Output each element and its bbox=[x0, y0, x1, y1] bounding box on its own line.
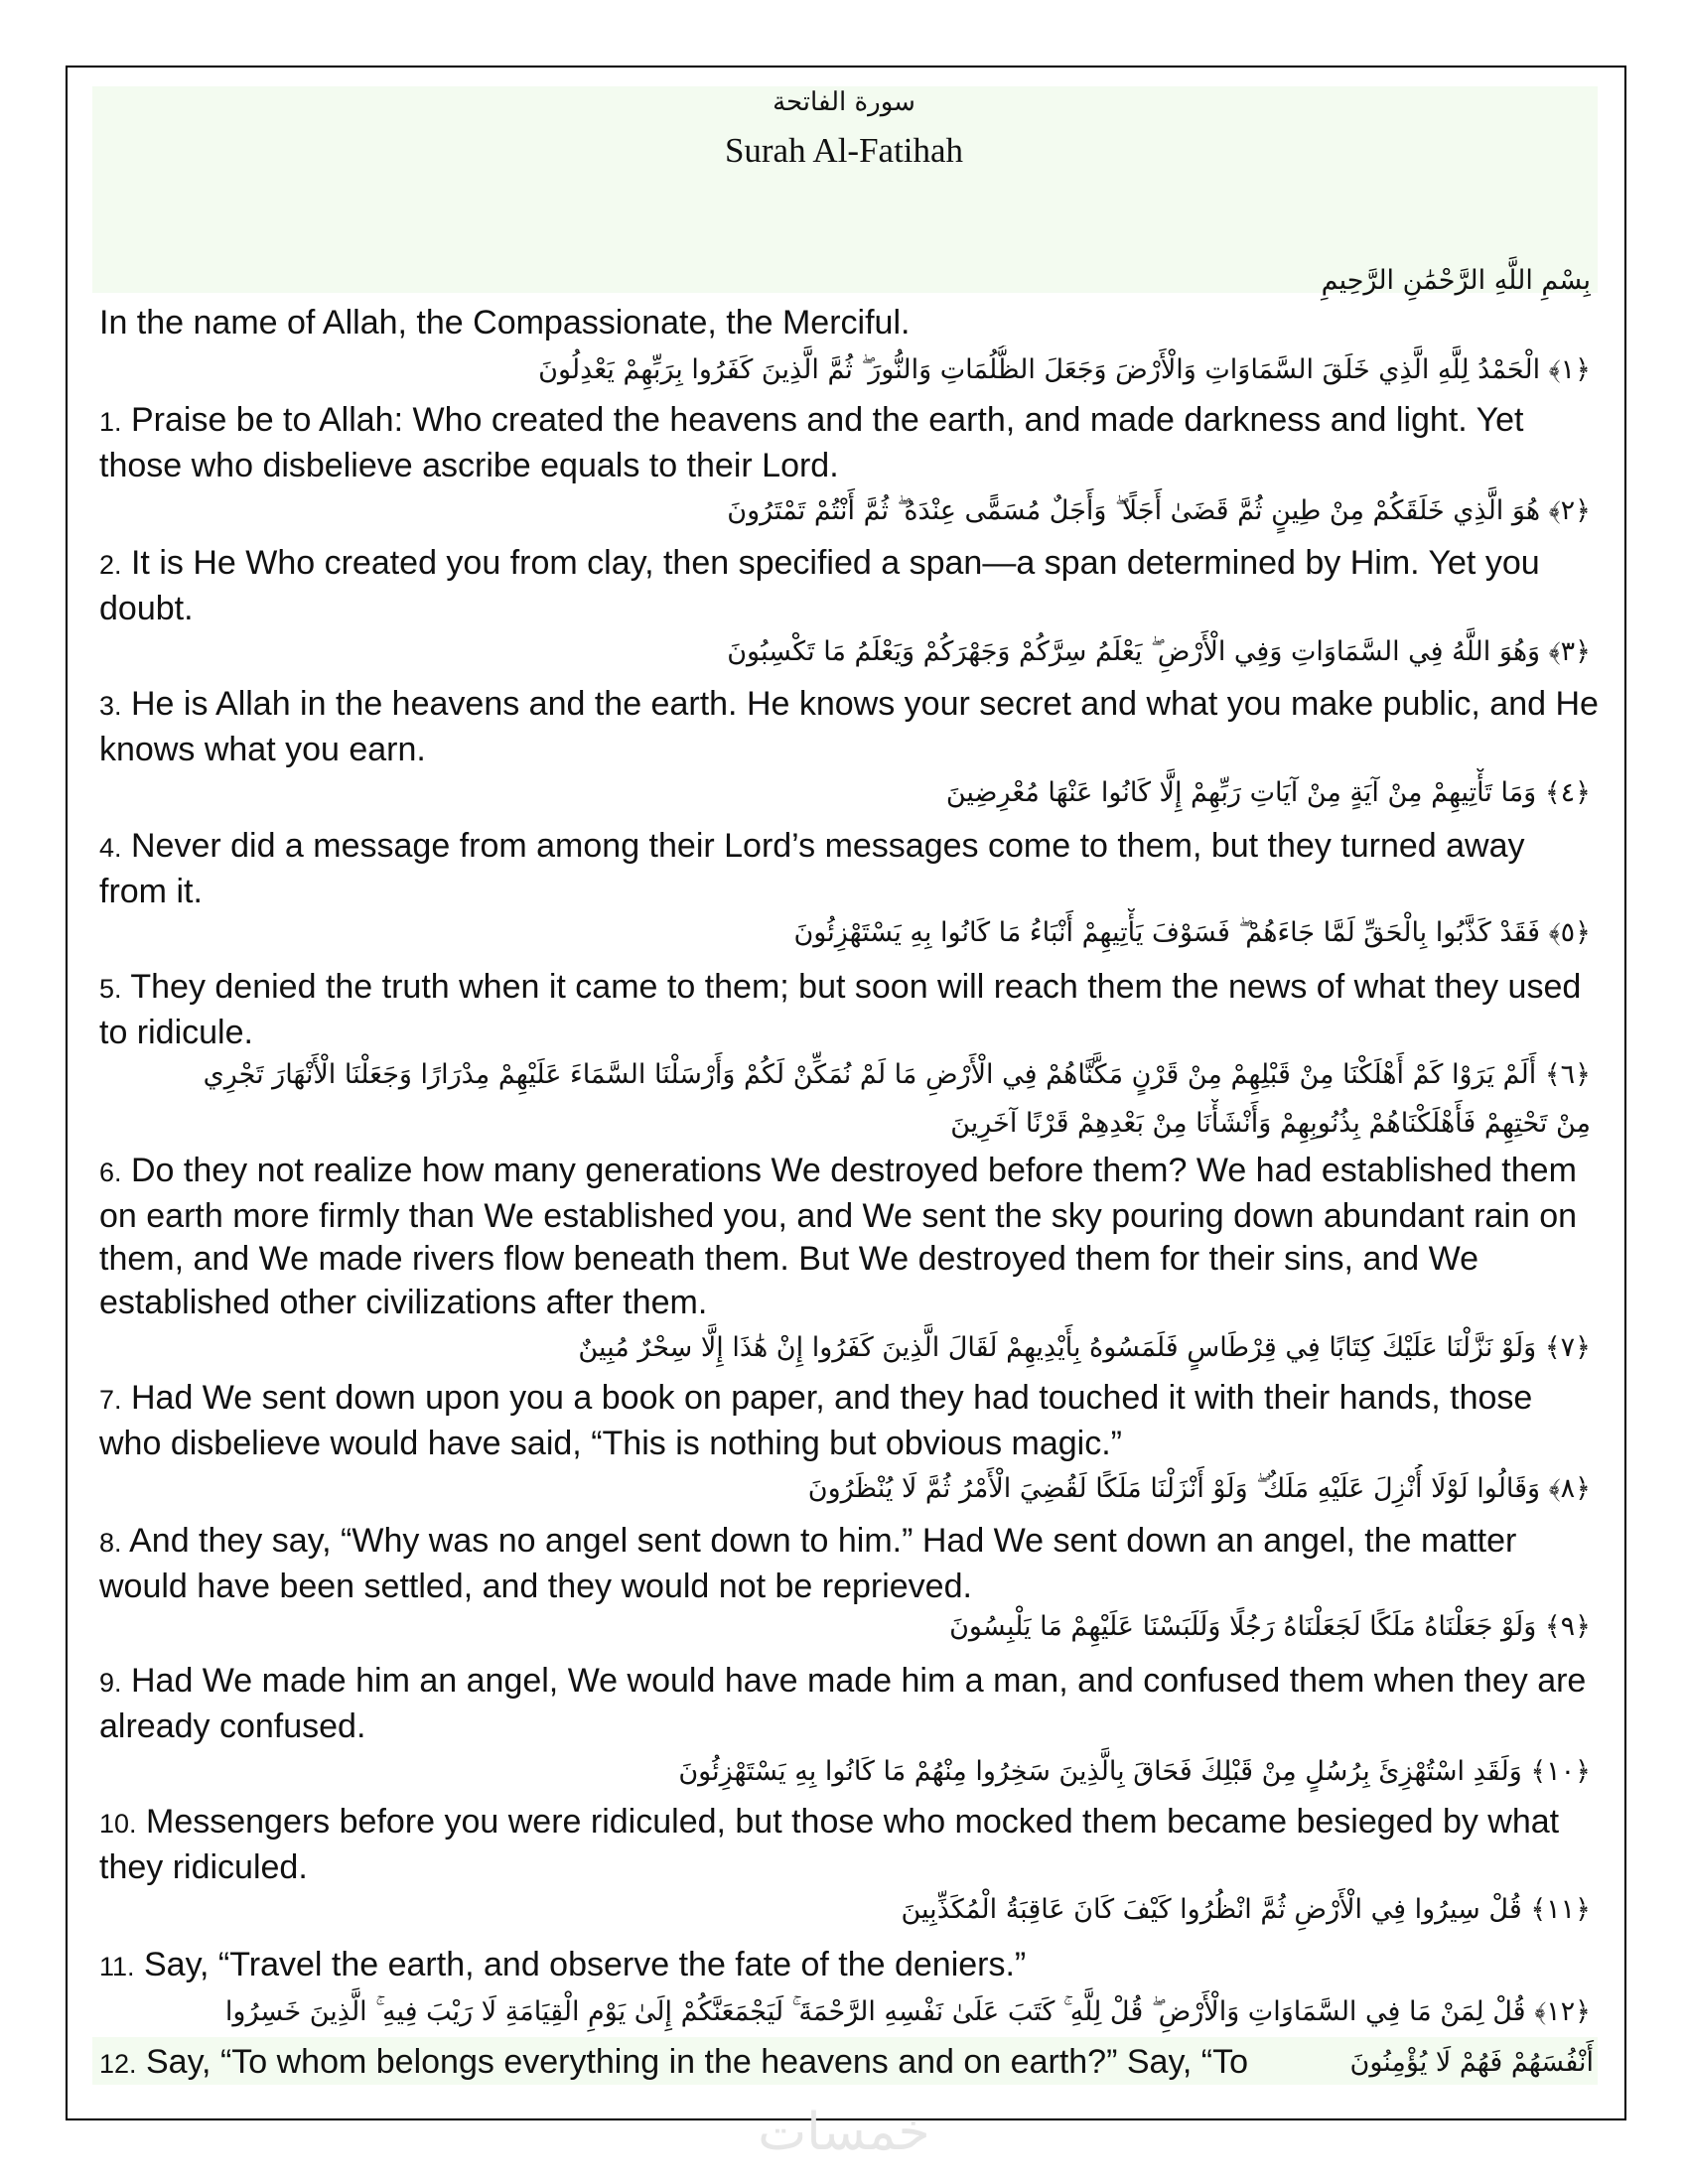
watermark-logo: خمسات bbox=[758, 2103, 930, 2162]
verse-marker: ﴿٧﴾ bbox=[1544, 1332, 1591, 1363]
title-arabic: سورة الفاتحة bbox=[773, 87, 915, 117]
translation: Say, “Travel the earth, and observe the fate of the deniers.” bbox=[134, 1946, 1027, 1983]
verse-marker: ﴿٢﴾ bbox=[1548, 495, 1591, 526]
translation: They denied the truth when it came to them; but soon will reach them the news of what they used to ridicule. bbox=[99, 968, 1582, 1051]
verse-11-english bbox=[99, 1944, 1599, 1989]
translation: Had We made him an angel, We would have made him a man, and confused them when they are already confused. bbox=[99, 1662, 1587, 1745]
verse-2-english bbox=[99, 542, 1599, 630]
translation: Say, “To whom belongs everything in the heavens and on earth?” Say, “To bbox=[136, 2043, 1249, 2081]
verse-6-arabic-line-2: مِنْ تَحْتِهِمْ فَأَهْلَكْنَاهُمْ بِذُنُوبِهِمْ وَأَنْشَأْنَا مِنْ بَعْدِهِمْ قَرْنًا آخَرِينَ bbox=[950, 1108, 1591, 1139]
verse-number: 10. bbox=[99, 1809, 137, 1839]
arabic-text: هُوَ الَّذِي خَلَقَكُمْ مِنْ طِينٍ ثُمَّ قَضَىٰ أَجَلًا ۖ وَأَجَلٌ مُسَمًّى عِنْدَهُ ۖ ثُمَّ أَنْتُمْ تَمْتَرُونَ bbox=[727, 495, 1541, 526]
arabic-text: وَلَقَدِ اسْتُهْزِئَ بِرُسُلٍ مِنْ قَبْلِكَ فَحَاقَ بِالَّذِينَ سَخِرُوا مِنْهُمْ مَا كَانُوا بِهِ يَسْتَهْزِئُونَ bbox=[678, 1756, 1522, 1787]
translation: Messengers before you were ridiculed, but those who mocked them became besieged by what they ridiculed. bbox=[99, 1803, 1560, 1886]
verse-6-arabic bbox=[95, 1050, 1591, 1100]
arabic-text: فَقَدْ كَذَّبُوا بِالْحَقِّ لَمَّا جَاءَهُمْ ۖ فَسَوْفَ يَأْتِيهِمْ أَنْبَاءُ مَا كَانُوا بِهِ يَسْتَهْزِئُونَ bbox=[793, 917, 1541, 948]
verse-10-english bbox=[99, 1801, 1599, 1889]
verse-3-english bbox=[99, 683, 1599, 771]
title-english: Surah Al-Fatihah bbox=[724, 131, 964, 170]
verse-number: 6. bbox=[99, 1158, 122, 1187]
verse-8-english bbox=[99, 1520, 1599, 1608]
verse-12-english-row bbox=[99, 2041, 1594, 2086]
verse-9-arabic bbox=[95, 1602, 1591, 1652]
verse-marker: ﴿١٠﴾ bbox=[1530, 1756, 1591, 1787]
verse-9-english bbox=[99, 1660, 1599, 1748]
verse-number: 3. bbox=[99, 691, 122, 721]
verse-4-arabic bbox=[95, 768, 1591, 818]
verse-2-arabic bbox=[95, 486, 1591, 536]
arabic-text: وَلَوْ نَزَّلْنَا عَلَيْكَ كِتَابًا فِي قِرْطَاسٍ فَلَمَسُوهُ بِأَيْدِيهِمْ لَقَالَ الَّذِينَ كَفَرُوا إِنْ هَٰذَا إِلَّا سِحْرٌ مُبِينٌ bbox=[578, 1332, 1537, 1363]
verse-number: 11. bbox=[99, 1952, 135, 1981]
verse-marker: ﴿٣﴾ bbox=[1548, 636, 1591, 667]
verse-11-arabic bbox=[95, 1885, 1591, 1935]
verse-number: 5. bbox=[99, 974, 122, 1004]
translation: Had We sent down upon you a book on paper, and they had touched it with their hands, those who disbelieve would have said, “This is nothing but obvious magic.” bbox=[99, 1379, 1533, 1462]
verse-number: 12. bbox=[99, 2049, 137, 2079]
verse-1-arabic bbox=[95, 345, 1591, 395]
verse-5-arabic bbox=[95, 908, 1591, 958]
verse-6-english bbox=[99, 1150, 1599, 1324]
arabic-text: قُلْ سِيرُوا فِي الْأَرْضِ ثُمَّ انْظُرُوا كَيْفَ كَانَ عَاقِبَةُ الْمُكَذِّبِينَ bbox=[901, 1894, 1522, 1925]
verse-marker: ﴿١١﴾ bbox=[1530, 1894, 1591, 1925]
arabic-text: قُلْ لِمَنْ مَا فِي السَّمَاوَاتِ وَالْأَرْضِ ۖ قُلْ لِلَّهِ ۚ كَتَبَ عَلَىٰ نَفْسِهِ الرَّحْمَةَ ۚ لَيَجْمَعَنَّكُمْ إِلَىٰ يَوْمِ الْقِيَامَةِ لَا رَيْبَ فِيهِ ۚ الَّذِينَ خَسِرُوا bbox=[224, 1996, 1526, 2027]
verse-marker: ﴿٥﴾ bbox=[1548, 917, 1591, 948]
verse-12-english bbox=[99, 2041, 1248, 2086]
arabic-text: الْحَمْدُ لِلَّهِ الَّذِي خَلَقَ السَّمَاوَاتِ وَالْأَرْضَ وَجَعَلَ الظُّلُمَاتِ وَالنُّورَ ۖ ثُمَّ الَّذِينَ كَفَرُوا بِرَبِّهِمْ يَعْدِلُونَ bbox=[538, 354, 1541, 385]
verse-number: 2. bbox=[99, 550, 122, 580]
arabic-text: وَهُوَ اللَّهُ فِي السَّمَاوَاتِ وَفِي الْأَرْضِ ۖ يَعْلَمُ سِرَّكُمْ وَجَهْرَكُمْ وَيَعْلَمُ مَا تَكْسِبُونَ bbox=[727, 636, 1541, 667]
translation: Do they not realize how many generations We destroyed before them? We had established them on earth more firmly than We established you, and We sent the sky pouring down abundant rain on them, and We made rivers flow beneath them. But We destroyed them for their sins, and We established other civilizations after them. bbox=[99, 1152, 1578, 1321]
arabic-text: وَمَا تَأْتِيهِمْ مِنْ آيَةٍ مِنْ آيَاتِ رَبِّهِمْ إِلَّا كَانُوا عَنْهَا مُعْرِضِينَ bbox=[945, 777, 1537, 808]
verse-number: 8. bbox=[99, 1528, 122, 1558]
translation: Praise be to Allah: Who created the heavens and the earth, and made darkness and light. Yet those who disbelieve ascribe equals to their Lord. bbox=[99, 401, 1524, 484]
verse-number: 1. bbox=[99, 407, 122, 437]
arabic-text: أَلَمْ يَرَوْا كَمْ أَهْلَكْنَا مِنْ قَبْلِهِمْ مِنْ قَرْنٍ مَكَّنَّاهُمْ فِي الْأَرْضِ مَا لَمْ نُمَكِّنْ لَكُمْ وَأَرْسَلْنَا السَّمَاءَ عَلَيْهِمْ مِدْرَارًا وَجَعَلْنَا الْأَنْهَارَ تَجْرِي bbox=[203, 1059, 1537, 1090]
verse-number: 4. bbox=[99, 833, 122, 863]
verse-number: 9. bbox=[99, 1668, 122, 1698]
basmala-arabic: بِسْمِ اللَّهِ الرَّحْمَٰنِ الرَّحِيمِ bbox=[1321, 265, 1591, 296]
verse-10-arabic bbox=[95, 1747, 1591, 1797]
arabic-text: وَقَالُوا لَوْلَا أُنْزِلَ عَلَيْهِ مَلَكٌ ۖ وَلَوْ أَنْزَلْنَا مَلَكًا لَقُضِيَ الْأَمْرُ ثُمَّ لَا يُنْظَرُونَ bbox=[807, 1473, 1541, 1504]
verse-marker: ﴿٤﴾ bbox=[1544, 777, 1591, 808]
verse-marker: ﴿١٢﴾ bbox=[1534, 1996, 1591, 2027]
translation: And they say, “Why was no angel sent down to him.” Had We sent down an angel, the matter would have been settled, and they would not be reprieved. bbox=[99, 1522, 1517, 1605]
verse-1-english bbox=[99, 399, 1599, 487]
verse-marker: ﴿٨﴾ bbox=[1548, 1473, 1591, 1504]
basmala-english: In the name of Allah, the Compassionate, the Merciful. bbox=[99, 304, 911, 341]
verse-5-english bbox=[99, 966, 1599, 1054]
verse-marker: ﴿١﴾ bbox=[1548, 354, 1591, 385]
verse-4-english bbox=[99, 825, 1599, 913]
arabic-text: وَلَوْ جَعَلْنَاهُ مَلَكًا لَجَعَلْنَاهُ رَجُلًا وَلَلَبَسْنَا عَلَيْهِمْ مَا يَلْبِسُونَ bbox=[949, 1611, 1537, 1642]
verse-marker: ﴿٦﴾ bbox=[1544, 1059, 1591, 1090]
verse-12-arabic-line-2: أَنْفُسَهُمْ فَهُمْ لَا يُؤْمِنُونَ bbox=[1349, 2047, 1594, 2078]
verse-12-arabic bbox=[95, 1987, 1591, 2037]
verse-3-arabic bbox=[95, 627, 1591, 677]
translation: He is Allah in the heavens and the earth. He knows your secret and what you make public, and He knows what you earn. bbox=[99, 685, 1599, 768]
verse-7-english bbox=[99, 1377, 1599, 1465]
verse-marker: ﴿٩﴾ bbox=[1544, 1611, 1591, 1642]
verse-8-arabic bbox=[95, 1464, 1591, 1514]
verse-7-arabic bbox=[95, 1323, 1591, 1373]
verse-number: 7. bbox=[99, 1385, 122, 1415]
translation: Never did a message from among their Lord’s messages come to them, but they turned away from it. bbox=[99, 827, 1525, 910]
translation: It is He Who created you from clay, then specified a span—a span determined by Him. Yet you doubt. bbox=[99, 544, 1540, 627]
